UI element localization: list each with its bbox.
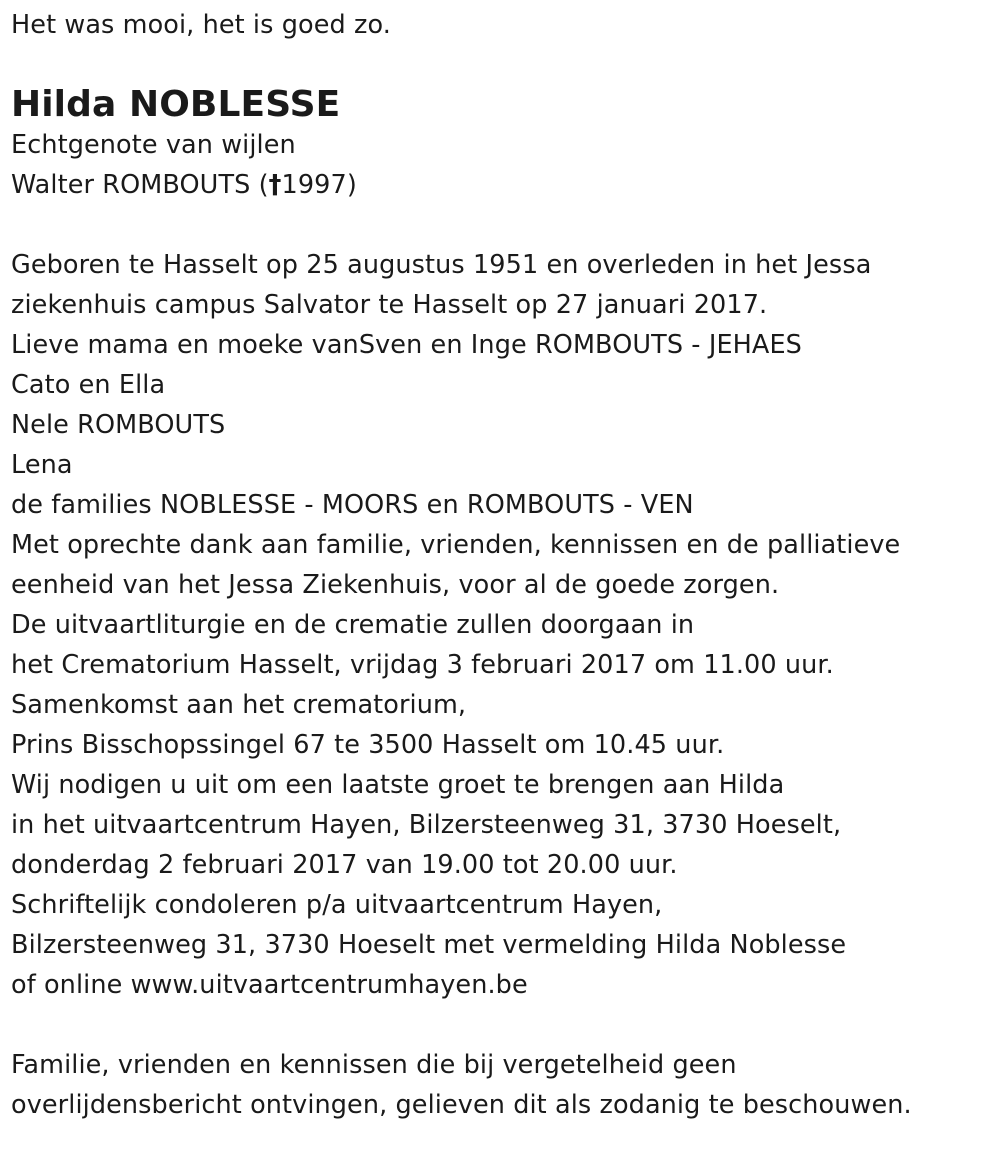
body-line: Lieve mama en moeke vanSven en Inge ROMBOUTS - JEHAES xyxy=(11,330,802,360)
body-line: De uitvaartliturgie en de crematie zullen doorgaan in xyxy=(11,610,695,640)
body-line: donderdag 2 februari 2017 van 19.00 tot 20.00 uur. xyxy=(11,850,678,880)
body-line: in het uitvaartcentrum Hayen, Bilzersteenweg 31, 3730 Hoeselt, xyxy=(11,810,842,840)
body-line: de families NOBLESSE - MOORS en ROMBOUTS - VEN xyxy=(11,490,694,520)
motto: Het was mooi, het is goed zo. xyxy=(11,10,391,40)
body-line: Met oprechte dank aan familie, vrienden, kennissen en de palliatieve xyxy=(11,530,901,560)
death-notice xyxy=(11,0,991,1125)
spouse-name-prefix: Walter ROMBOUTS ( xyxy=(11,170,269,200)
body-line: Lena xyxy=(11,450,73,480)
body-line: Schriftelijk condoleren p/a uitvaartcentrum Hayen, xyxy=(11,890,663,920)
body-line: Geboren te Hasselt op 25 augustus 1951 en overleden in het Jessa xyxy=(11,250,872,280)
deceased-name: Hilda NOBLESSE xyxy=(11,84,341,125)
spouse-name xyxy=(11,165,991,205)
spouse-name-suffix: 1997) xyxy=(281,170,357,200)
website-line: of online www.uitvaartcentrumhayen.be xyxy=(11,970,528,1000)
body-line: Nele ROMBOUTS xyxy=(11,410,226,440)
body-line: ziekenhuis campus Salvator te Hasselt op 27 januari 2017. xyxy=(11,290,768,320)
closing-line: Familie, vrienden en kennissen die bij vergetelheid geen xyxy=(11,1050,737,1080)
spacer xyxy=(11,1005,991,1045)
body-line: Cato en Ella xyxy=(11,370,166,400)
body-line: Wij nodigen u uit om een laatste groet te brengen aan Hilda xyxy=(11,770,785,800)
spacer xyxy=(11,205,991,245)
body-line: het Crematorium Hasselt, vrijdag 3 februari 2017 om 11.00 uur. xyxy=(11,650,834,680)
body-line: eenheid van het Jessa Ziekenhuis, voor al de goede zorgen. xyxy=(11,570,780,600)
cross-icon: † xyxy=(268,170,282,200)
closing-line: overlijdensbericht ontvingen, gelieven dit als zodanig te beschouwen. xyxy=(11,1090,912,1120)
body-line: Prins Bisschopssingel 67 te 3500 Hasselt om 10.45 uur. xyxy=(11,730,725,760)
body-line: Samenkomst aan het crematorium, xyxy=(11,690,467,720)
spouse-relation: Echtgenote van wijlen xyxy=(11,130,296,160)
body-line: Bilzersteenweg 31, 3730 Hoeselt met vermelding Hilda Noblesse xyxy=(11,930,847,960)
